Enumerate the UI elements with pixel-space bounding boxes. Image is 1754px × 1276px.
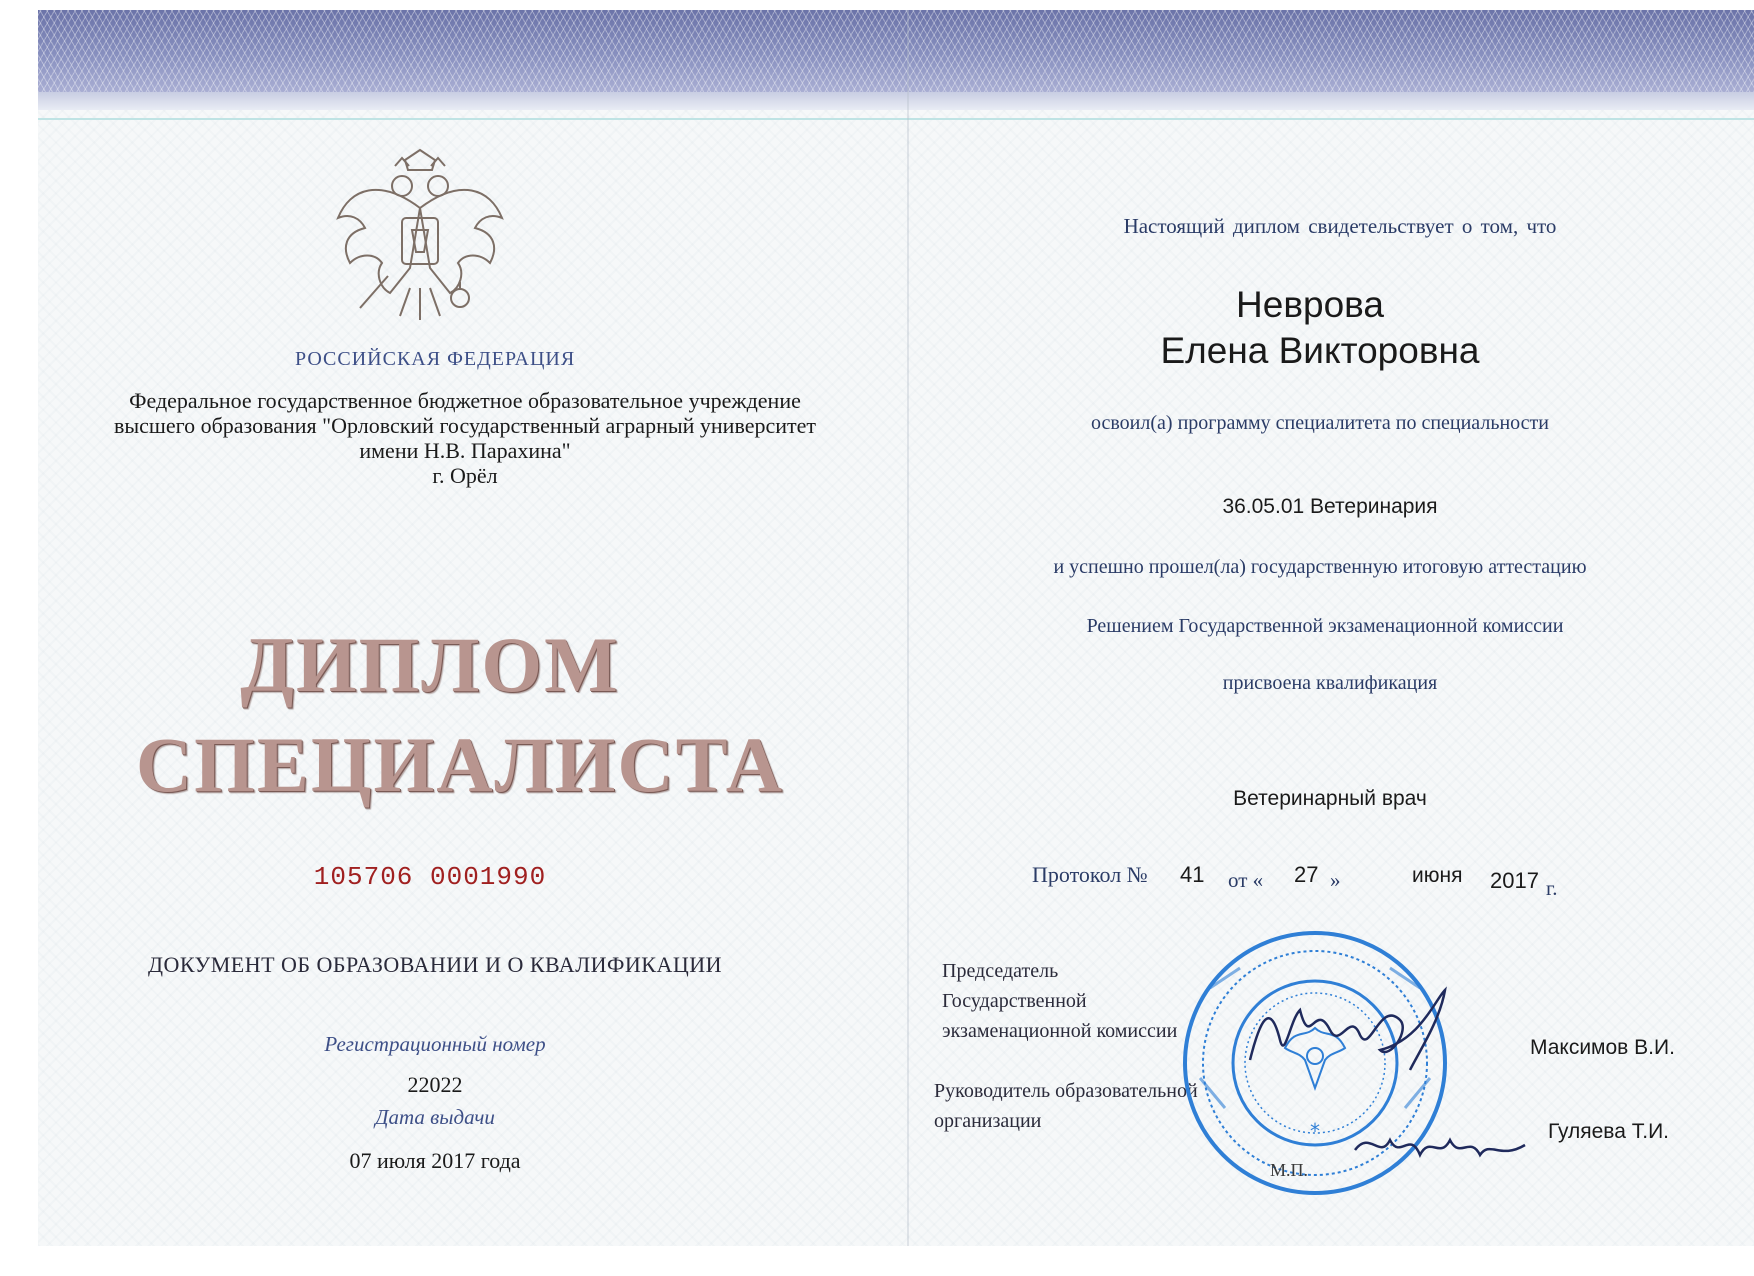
top-ornament-band: [38, 10, 1754, 92]
specialty: 36.05.01 Ветеринария: [1222, 495, 1438, 518]
top-ornament-band-light: [38, 92, 1754, 110]
attestation-statement: и успешно прошел(ла) государственную итоговую аттестацию: [1053, 556, 1587, 578]
protocol-year-suffix: г.: [1546, 876, 1558, 900]
chair-name: Максимов В.И.: [1530, 1036, 1675, 1059]
svg-text:*: *: [1310, 1119, 1320, 1143]
diploma-title-line1: ДИПЛОМ: [240, 621, 620, 708]
page-fold: [907, 10, 909, 1246]
qualification: Ветеринарный врач: [1233, 787, 1427, 810]
diploma-title-line2: СПЕЦИАЛИСТА: [135, 721, 785, 808]
program-statement: освоил(а) программу специалитета по специальности: [1091, 412, 1549, 434]
graduate-given-names: Елена Викторовна: [1160, 330, 1480, 371]
institution-line: имени Н.В. Парахина": [359, 438, 571, 463]
head-title-line: Руководитель образовательной: [934, 1080, 1198, 1102]
issue-date-label: Дата выдачи: [375, 1105, 495, 1129]
graduate-surname: Неврова: [1236, 284, 1384, 325]
protocol-close-quote: »: [1330, 868, 1341, 892]
chair-title-line: экзаменационной комиссии: [942, 1020, 1178, 1042]
head-name: Гуляева Т.И.: [1548, 1120, 1670, 1143]
serial-number: 105706 0001990: [313, 862, 547, 892]
registration-number: 22022: [407, 1072, 463, 1097]
protocol-number: 41: [1180, 862, 1205, 887]
protocol-from: от «: [1228, 868, 1264, 892]
protocol-day: 27: [1294, 862, 1319, 887]
document-type: ДОКУМЕНТ ОБ ОБРАЗОВАНИИ И О КВАЛИФИКАЦИИ: [147, 952, 722, 977]
head-title-line: организации: [934, 1110, 1042, 1132]
double-headed-eagle-icon: [320, 148, 520, 338]
institution-line: Федеральное государственное бюджетное образовательное учреждение: [129, 388, 801, 413]
protocol-year: 2017: [1490, 868, 1539, 893]
head-signature: [1350, 1110, 1530, 1180]
country-name: РОССИЙСКАЯ ФЕДЕРАЦИЯ: [295, 348, 576, 370]
registration-label: Регистрационный номер: [324, 1032, 546, 1056]
chair-signature: [1240, 980, 1460, 1090]
institution-line: высшего образования "Орловский государственный аграрный университет: [113, 413, 817, 438]
chair-title-line: Председатель: [942, 960, 1059, 982]
qualification-assigned: присвоена квалификация: [1222, 672, 1438, 694]
decorative-line: [38, 118, 1754, 120]
commission-decision: Решением Государственной экзаменационной комиссии: [1086, 615, 1564, 637]
issue-date: 07 июля 2017 года: [349, 1148, 521, 1173]
stamp-place-label: М.П.: [1270, 1160, 1309, 1180]
certification-intro: Настоящий диплом свидетельствует о том, что: [1123, 214, 1557, 238]
institution-name: [80, 388, 850, 488]
chair-title-line: Государственной: [942, 990, 1087, 1012]
protocol-label: Протокол №: [1032, 862, 1148, 887]
protocol-month: июня: [1412, 864, 1463, 887]
institution-city: г. Орёл: [432, 463, 498, 488]
